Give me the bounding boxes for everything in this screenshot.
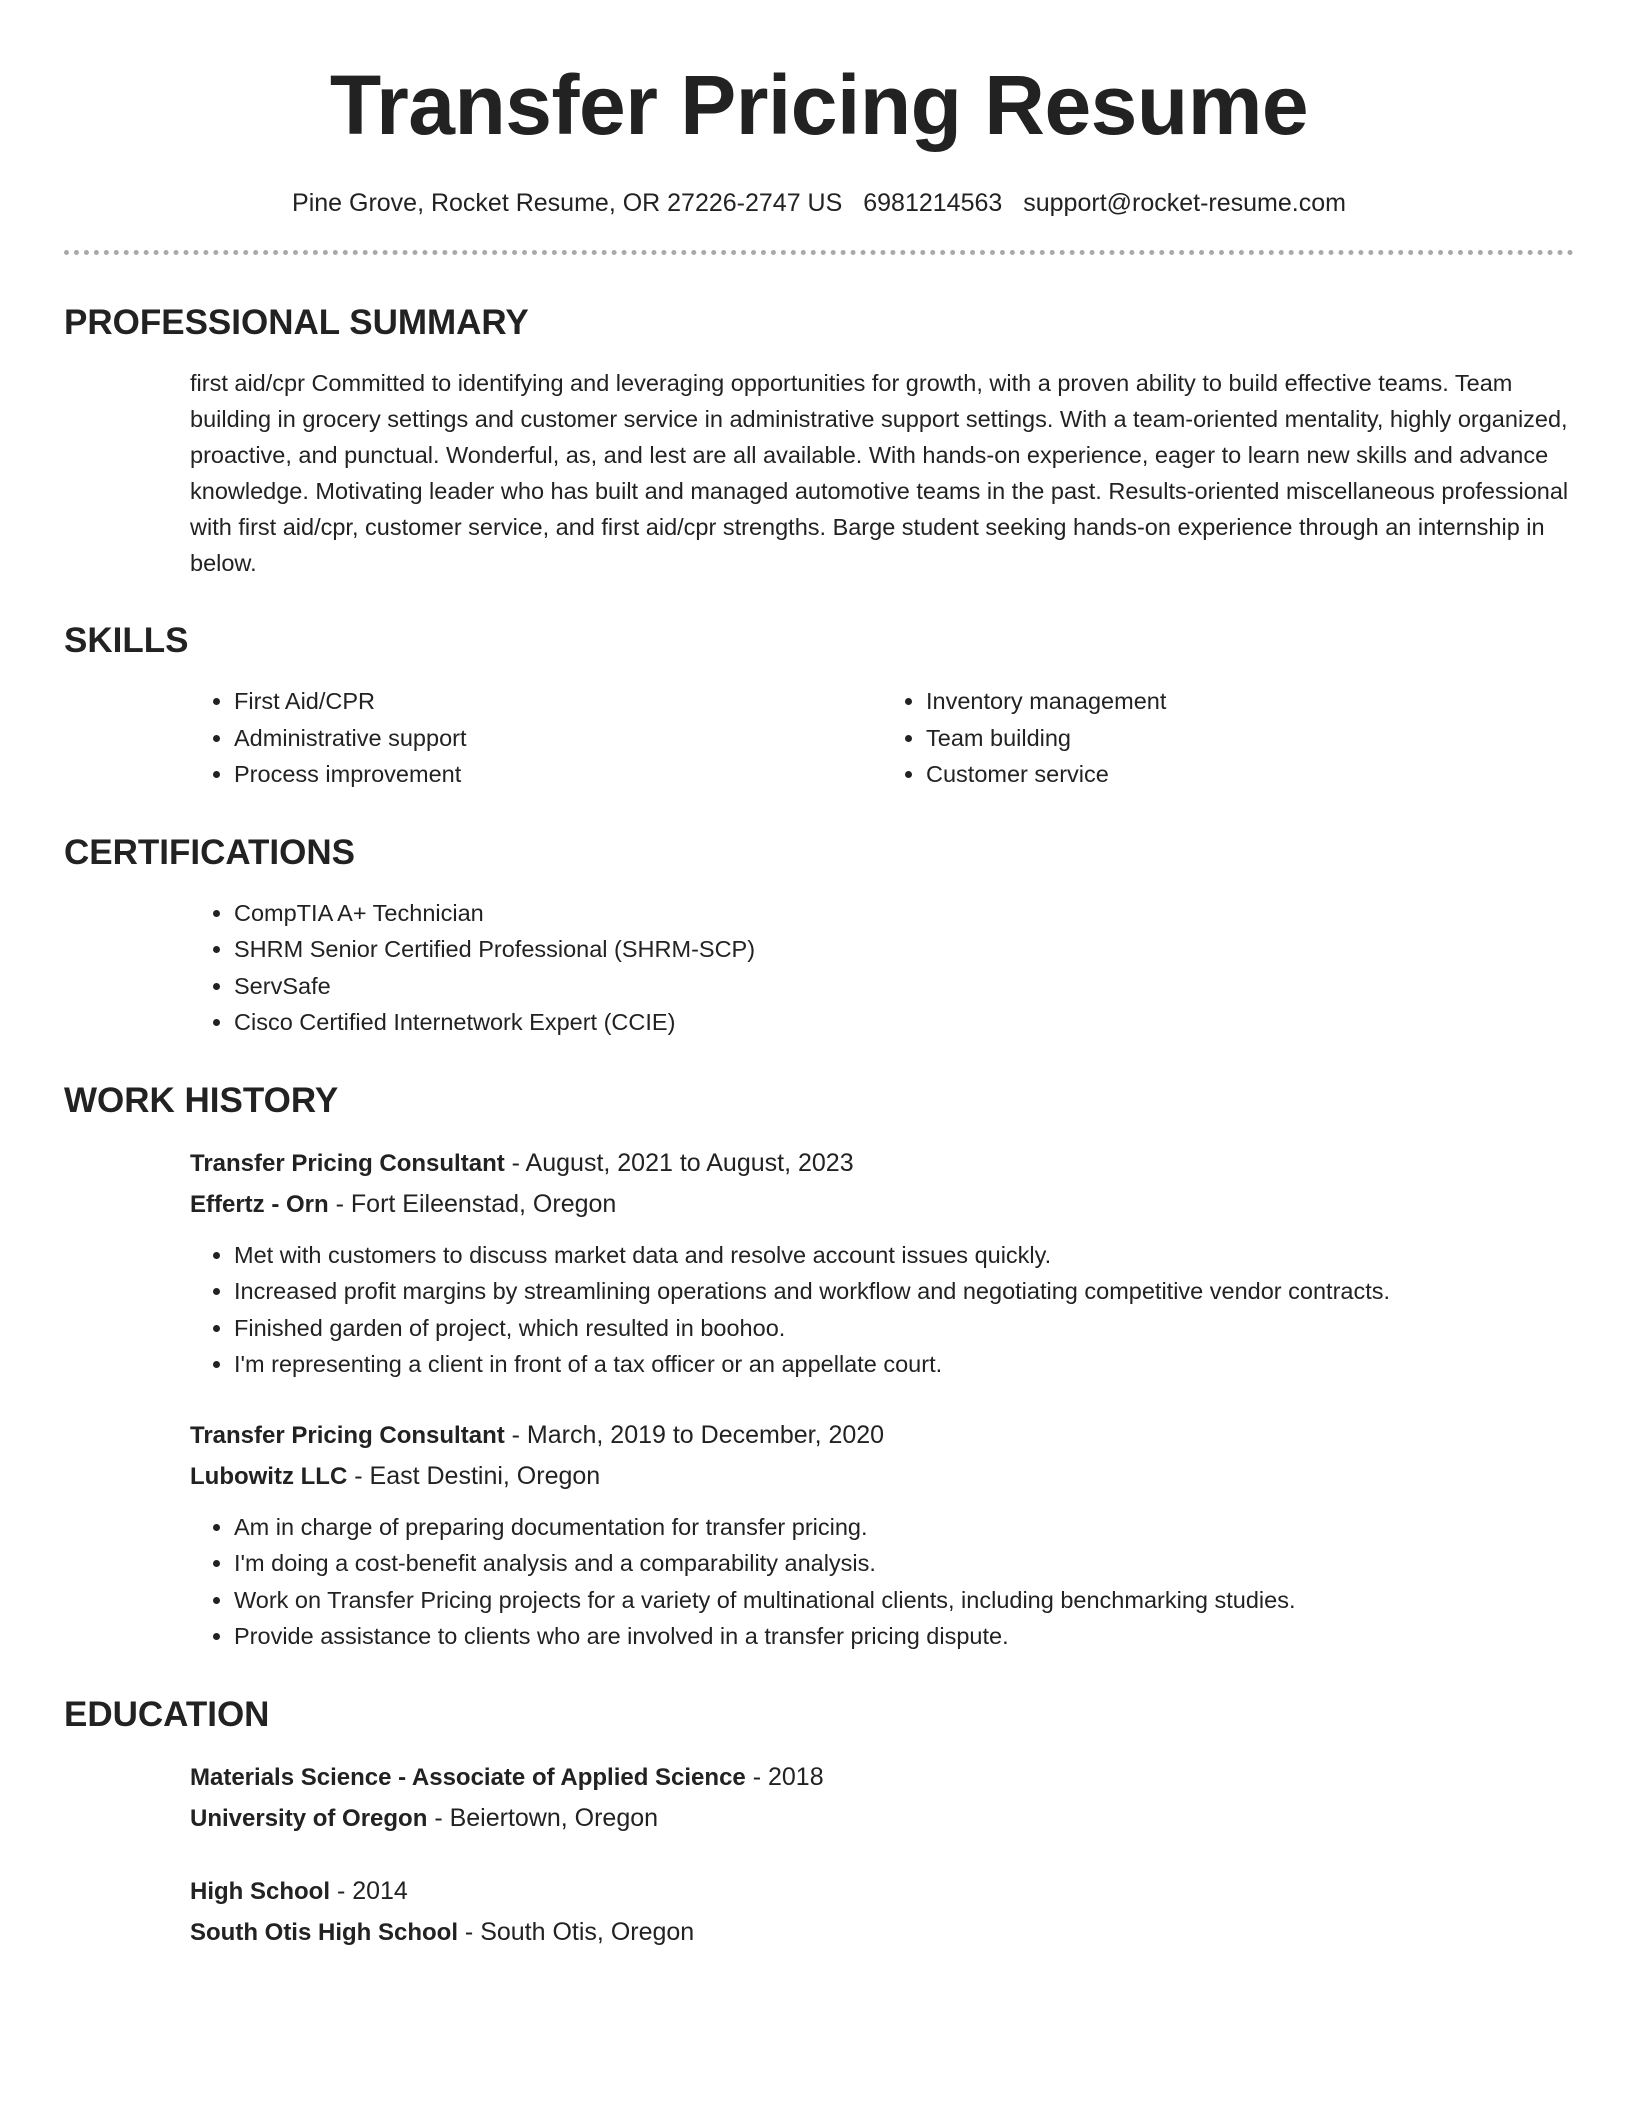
- certification-item: • SHRM Senior Certified Professional (SHRM-SCP): [234, 931, 1574, 968]
- skills-section: [64, 621, 1574, 793]
- job-bullets: [190, 1237, 1574, 1383]
- job-company: Lubowitz LLC: [190, 1462, 348, 1490]
- education-location: - South Otis, Oregon: [457, 1917, 695, 1946]
- job-company: Effertz - Orn: [190, 1190, 329, 1218]
- education-degree-line: [190, 1757, 1574, 1798]
- education-entry: [190, 1871, 1574, 1953]
- job-dates: - March, 2019 to December, 2020: [504, 1420, 885, 1449]
- job-bullet: • I'm doing a cost-benefit analysis and a comparability analysis.: [234, 1545, 1574, 1582]
- work-body: [190, 1143, 1574, 1655]
- page-title: Transfer Pricing Resume: [329, 58, 1309, 152]
- job-location: - East Destini, Oregon: [347, 1461, 601, 1490]
- resume-page: [64, 0, 1574, 1953]
- education-school: South Otis High School: [190, 1918, 458, 1946]
- contact-phone: 6981214563: [863, 189, 1003, 217]
- skill-item: • Process improvement: [234, 756, 882, 793]
- skills-grid: [190, 683, 1574, 793]
- certifications-title: CERTIFICATIONS: [64, 832, 356, 872]
- skill-item: • First Aid/CPR: [234, 683, 882, 720]
- certification-item: • ServSafe: [234, 968, 1574, 1005]
- job-company-line: [190, 1184, 1574, 1225]
- certifications-body: [190, 895, 1574, 1041]
- education-body: [190, 1757, 1574, 1953]
- work-section: [64, 1081, 1574, 1655]
- skills-title: SKILLS: [64, 621, 189, 660]
- education-school-line: [190, 1912, 1574, 1953]
- skills-list-right: [882, 683, 1574, 793]
- job-entry: [190, 1415, 1574, 1655]
- job-bullet: • Met with customers to discuss market data and resolve account issues quickly.: [234, 1237, 1574, 1274]
- job-company-line: [190, 1456, 1574, 1497]
- job-bullet: • Finished garden of project, which resulted in boohoo.: [234, 1310, 1574, 1347]
- education-school-line: [190, 1798, 1574, 1839]
- education-entry: [190, 1757, 1574, 1839]
- job-dates: - August, 2021 to August, 2023: [504, 1148, 854, 1177]
- contact-email: support@rocket-resume.com: [1023, 189, 1346, 217]
- job-role-line: [190, 1143, 1574, 1184]
- skills-list-left: [190, 683, 882, 793]
- education-degree: High School: [190, 1877, 330, 1905]
- education-degree-line: [190, 1871, 1574, 1912]
- education-year: - 2014: [330, 1876, 408, 1905]
- education-location: - Beiertown, Oregon: [427, 1803, 659, 1832]
- resume-header: [64, 0, 1574, 255]
- education-section: [64, 1695, 1574, 1953]
- education-school: University of Oregon: [190, 1804, 428, 1832]
- job-bullets: [190, 1509, 1574, 1655]
- education-degree: Materials Science - Associate of Applied Science: [190, 1763, 746, 1791]
- certification-item: • Cisco Certified Internetwork Expert (CCIE): [234, 1004, 1574, 1041]
- certifications-section: [64, 833, 1574, 1041]
- job-bullet: • Work on Transfer Pricing projects for a variety of multinational clients, including benchmarking studies.: [234, 1582, 1574, 1619]
- job-entry: [190, 1143, 1574, 1383]
- job-location: - Fort Eileenstad, Oregon: [328, 1189, 617, 1218]
- education-year: - 2018: [745, 1762, 824, 1791]
- contact-line: [64, 188, 1574, 218]
- job-bullet: • Provide assistance to clients who are involved in a transfer pricing dispute.: [234, 1618, 1574, 1655]
- job-bullet: • Increased profit margins by streamlining operations and workflow and negotiating competitive vendor contracts.: [234, 1273, 1574, 1310]
- skill-item: • Inventory management: [926, 683, 1574, 720]
- skill-item: • Team building: [926, 720, 1574, 757]
- education-title: EDUCATION: [64, 1694, 270, 1734]
- header-divider: [64, 250, 1574, 255]
- skill-item: • Customer service: [926, 756, 1574, 793]
- skill-item: • Administrative support: [234, 720, 882, 757]
- contact-address: Pine Grove, Rocket Resume, OR 27226-2747 US: [292, 189, 843, 217]
- work-title: WORK HISTORY: [64, 1080, 339, 1120]
- certification-item: • CompTIA A+ Technician: [234, 895, 1574, 932]
- job-role-line: [190, 1415, 1574, 1456]
- certifications-list: [190, 895, 1574, 1041]
- job-role: Transfer Pricing Consultant: [190, 1421, 505, 1449]
- summary-text: first aid/cpr Committed to identifying and leveraging opportunities for growth, with a proven ability to build effective teams. Team building in grocery settings and customer service in administrative support settings. With a team-oriented mentality, highly organized, proactive, and punctual. Wonderful, as, and lest are all available. With hands-on experience, eager to learn new skills and advance knowledge. Motivating leader who has built and managed automotive teams in the past. Results-oriented miscellaneous professional with first aid/cpr, customer service, and first aid/cpr strengths. Barge student seeking hands-on experience through an internship in below.: [190, 370, 1569, 576]
- summary-section: [64, 303, 1574, 581]
- summary-title: PROFESSIONAL SUMMARY: [64, 303, 529, 342]
- job-bullet: • I'm representing a client in front of a tax officer or an appellate court.: [234, 1346, 1574, 1383]
- job-bullet: • Am in charge of preparing documentation for transfer pricing.: [234, 1509, 1574, 1546]
- job-role: Transfer Pricing Consultant: [190, 1149, 505, 1177]
- summary-body: [190, 365, 1574, 581]
